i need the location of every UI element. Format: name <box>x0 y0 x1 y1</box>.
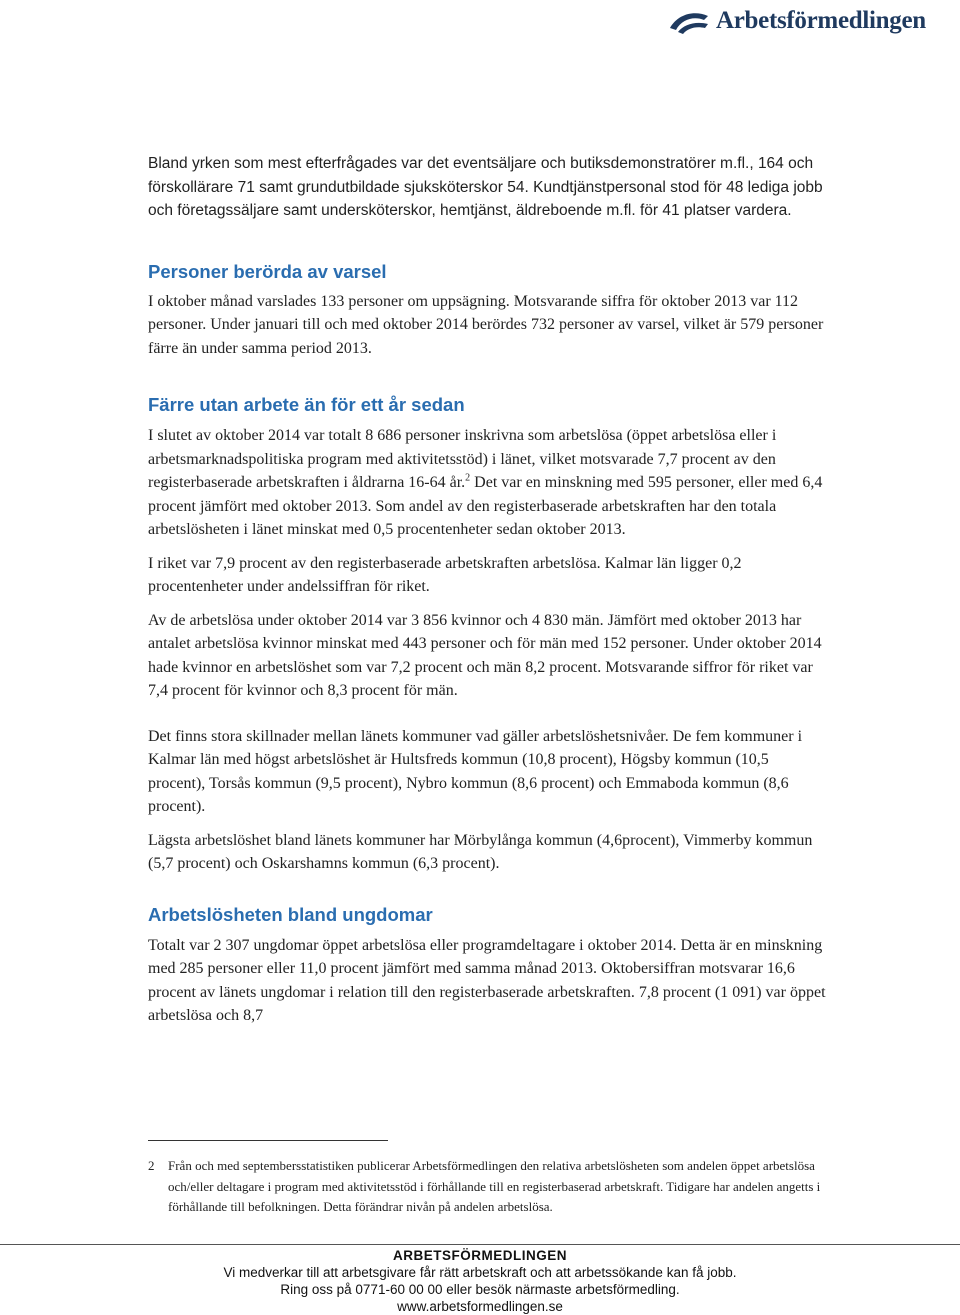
paragraph-kon: Av de arbetslösa under oktober 2014 var 3 856 kvinnor och 4 830 män. Jämfört med oktober 2013 har antalet arbetslösa kvinnor minskat med 443 personer och för män med 152 personer. Under oktober 2014 hade kvinnor en arbetslöshet som var 7,2 procent och män 8,2 procent. Motsvarande siffror för riket var 7,4 procent för kvinnor och 8,3 procent för män. <box>148 611 822 699</box>
logo <box>668 4 948 38</box>
footer-line-2: Ring oss på 0771-60 00 00 eller besök närmaste arbetsförmedling. <box>280 1282 680 1297</box>
footnote <box>148 1156 828 1218</box>
paragraph-riket: I riket var 7,9 procent av den registerbaserade arbetskraften arbetslösa. Kalmar län ligger 0,2 procentenheter under andelssiffran för riket. <box>148 554 742 595</box>
footer-divider <box>0 1244 960 1245</box>
footnote-number: 2 <box>148 1158 155 1173</box>
section-heading-arbetslosa: Färre utan arbete än för ett år sedan <box>148 394 465 415</box>
paragraph-kommuner-lagst: Lägsta arbetslöshet bland länets kommuner har Mörbylånga kommun (4,6procent), Vimmerby kommun (5,7 procent) och Oskarshamns kommun (6,3 procent). <box>148 831 813 872</box>
paragraph-arbetslosa-total <box>148 424 828 542</box>
section-heading-ungdomar: Arbetslösheten bland ungdomar <box>148 903 433 925</box>
section-heading-varsel: Personer berörda av varsel <box>148 260 387 282</box>
arbetsformedlingen-logo-icon <box>668 6 712 36</box>
intro-section <box>148 152 828 223</box>
paragraph-kommuner-hogst: Det finns stora skillnader mellan länets kommuner vad gäller arbetslöshetsnivåer. De fem kommuner i Kalmar län med högst arbetslöshet är Hultsfreds kommun (10,8 procent), Högsby kommun (10,5 procent), Torsås kommun (9,5 procent), Nybro kommun (8,6 procent) och Emmaboda kommun (8,6 procent). <box>148 727 803 815</box>
intro-paragraph: Bland yrken som mest efterfrågades var det eventsäljare och butiksdemonstratörer m.fl., 164 och förskollärare 71 samt grundutbildade sjuksköterskor 54. Kundtjänstpersonal stod för 48 lediga jobb och företagssäljare samt undersköterskor, hemtjänst, äldreboende m.fl. för 41 platser vardera. <box>148 155 823 219</box>
logo-text: Arbetsförmedlingen <box>716 7 926 34</box>
paragraph-ungdomar: Totalt var 2 307 ungdomar öppet arbetslösa eller programdeltagare i oktober 2014. Detta är en minskning med 285 personer eller 11,0 procent jämfört med samma månad 2013. Oktobersiffran motsvarar 16,6 procent av länets ungdomar i relation till den registerbaserade arbetskraften. 7,8 procent (1 091) var öppet arbetslösa och 8,7 <box>148 936 826 1024</box>
footer-url[interactable]: www.arbetsformedlingen.se <box>397 1299 563 1314</box>
paragraph-text-rest: Det var en minskning med 595 personer, eller med 6,4 procent jämfört med oktober 2013. Som andel av den registerbaserade arbetskraften har den totala arbetslösheten i länet minskat med 0,5 procentenheter sedan oktober 2013. <box>148 474 823 538</box>
paragraph-varsel: I oktober månad varslades 133 personer om uppsägning. Motsvarande siffra för oktober 2013 var 112 personer. Under januari till och med oktober 2014 berördes 732 personer av varsel, vilket är 579 personer färre än under samma period 2013. <box>148 292 824 357</box>
footer-line-1: Vi medverkar till att arbetsgivare får rätt arbetskraft och att arbetssökande kan få jobb. <box>223 1265 737 1280</box>
footnote-ref: 2 <box>465 472 471 484</box>
footer-title: ARBETSFÖRMEDLINGEN <box>393 1248 567 1263</box>
footnote-divider <box>148 1140 388 1141</box>
page-footer <box>0 1247 960 1315</box>
paragraph-text: I slutet av oktober 2014 var totalt 8 686 personer inskrivna som arbetslösa (öppet arbetslösa eller i arbetsmarknadspolitiska program med aktivitetsstöd) i länet, vilket motsvarade 7,7 procent av den registerbaserade arbetskraften i åldrarna 16-64 år. <box>148 427 777 491</box>
footnote-text: Från och med septembersstatistiken publicerar Arbetsförmedlingen den relativa arbetslösheten som andelen öppet arbetslösa och/eller deltagare i program med aktivitetsstöd i förhållande till en registerbaserad arbetskraft. Tidigare har andelen angetts i förhållande till befolkningen. Detta förändrar nivån på andelen arbetslösa. <box>168 1158 821 1214</box>
document-body <box>148 152 828 1028</box>
